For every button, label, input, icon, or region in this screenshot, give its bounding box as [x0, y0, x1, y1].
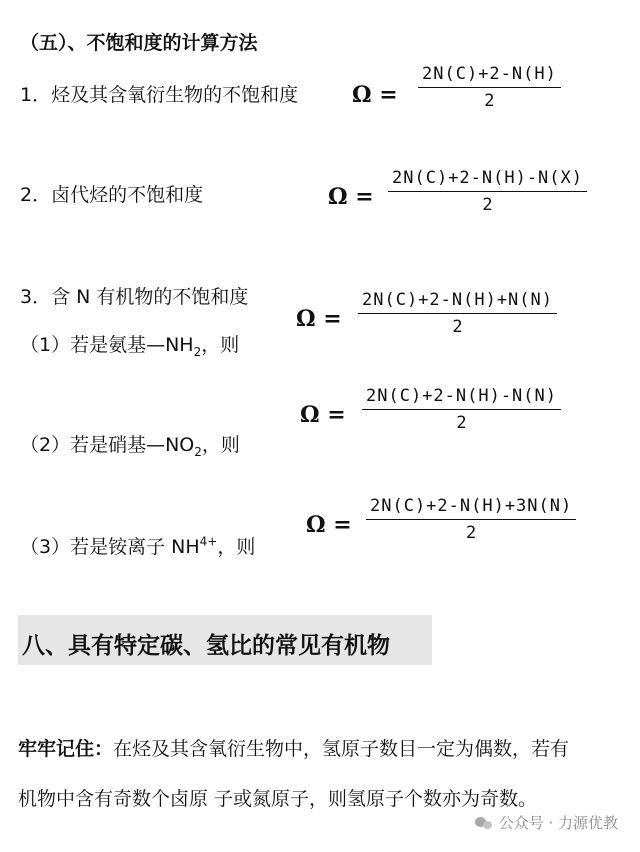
- formula-denominator: 2: [465, 523, 477, 543]
- omega-symbol: Ω =: [328, 184, 374, 210]
- formula-denominator: 2: [482, 195, 493, 215]
- watermark-text: 公众号 · 力源优教: [498, 814, 618, 832]
- sub-item-1-label: （1）若是氨基$—NH_2$，则: [20, 334, 240, 359]
- wechat-icon: [475, 816, 493, 830]
- formula-2: [388, 168, 587, 215]
- note-line-2: 机物中含有奇数个卤原 子或氮原子，则氢原子个数亦为奇数。: [18, 788, 538, 810]
- sub-item-2-label: （2）若是硝基$—NO_2$，则: [20, 434, 240, 459]
- formula-3-3: [366, 496, 576, 543]
- omega-symbol: Ω =: [306, 512, 352, 538]
- formula-numerator: 2N(C)+2-N(H)-N(X): [392, 168, 583, 188]
- item-3-label: 3．含 N 有机物的不饱和度: [20, 286, 249, 308]
- formula-denominator: 2: [484, 91, 495, 111]
- sub-item-3-label: （3）若是铵离子 $NH^{4+}$，则: [20, 534, 256, 558]
- formula-numerator: 2N(C)+2-N(H)+3N(N): [370, 496, 573, 516]
- formula-1: [418, 64, 561, 111]
- formula-numerator: 2N(C)+2-N(H): [422, 64, 557, 84]
- item-2-label: 2．卤代烃的不饱和度: [20, 184, 204, 206]
- watermark: [475, 812, 618, 833]
- formula-3-2: [362, 386, 561, 433]
- omega-symbol: Ω =: [296, 306, 342, 332]
- formula-numerator: 2N(C)+2-N(H)-N(N): [366, 386, 557, 406]
- omega-symbol: Ω =: [352, 82, 398, 108]
- formula-denominator: 2: [456, 413, 467, 433]
- item-1-label: 1．烃及其含氧衍生物的不饱和度: [20, 84, 299, 106]
- note-emphasis: 牢牢记住：: [18, 738, 114, 760]
- formula-3-1: [358, 290, 557, 337]
- section-heading-5: （五）、不饱和度的计算方法: [20, 32, 258, 54]
- omega-symbol: Ω =: [300, 402, 346, 428]
- note-line-1: 牢牢记住：在烃及其含氧衍生物中，氢原子数目一定为偶数，若有: [18, 738, 570, 760]
- formula-numerator: 2N(C)+2-N(H)+N(N): [362, 290, 553, 310]
- formula-denominator: 2: [452, 317, 463, 337]
- section-heading-8: 八、具有特定碳、氢比的常见有机物: [22, 633, 390, 659]
